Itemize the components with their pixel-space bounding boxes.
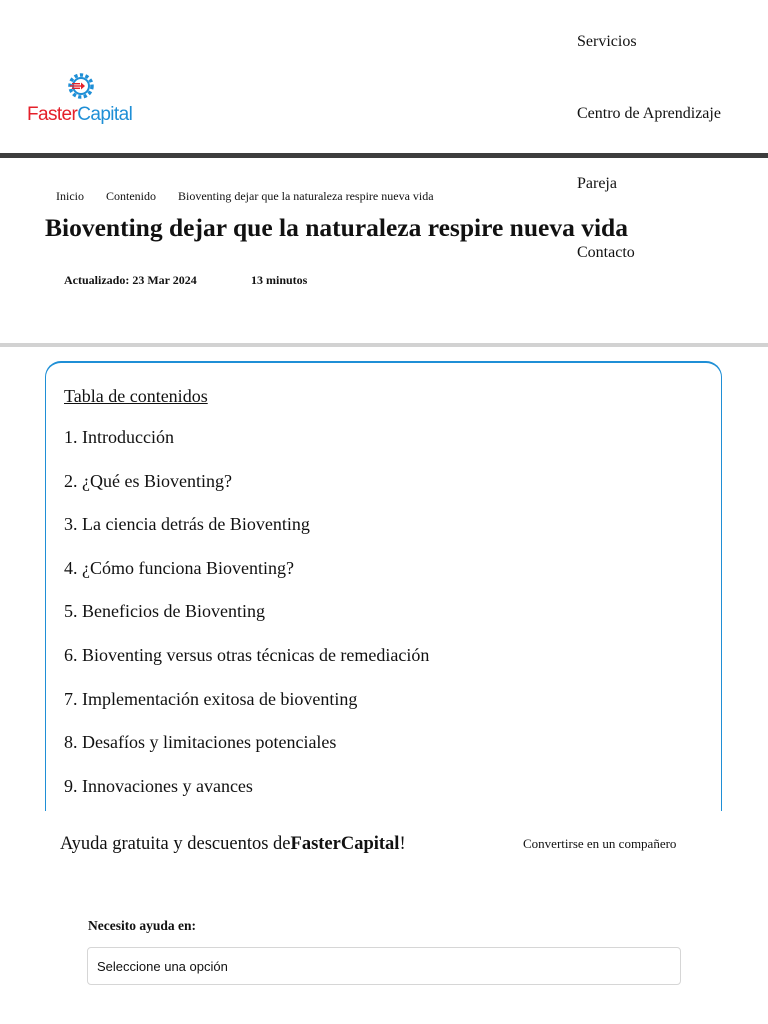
logo-part-faster: Faster (27, 104, 78, 125)
breadcrumb-home[interactable]: Inicio (56, 189, 84, 203)
header-divider (0, 153, 768, 158)
page-title: Bioventing dejar que la naturaleza respire nueva vida (45, 213, 628, 242)
read-time: 13 minutos (251, 273, 308, 287)
nav-item-pareja[interactable]: Pareja (577, 175, 617, 192)
toc-item-versus[interactable]: 6. Bioventing versus otras técnicas de remediación (64, 644, 430, 665)
toc-item-ciencia[interactable]: 3. La ciencia detrás de Bioventing (64, 514, 310, 535)
breadcrumb (56, 189, 453, 204)
gear-icon (65, 70, 97, 102)
toc-item-que-es[interactable]: 2. ¿Qué es Bioventing? (64, 470, 232, 491)
help-heading (60, 834, 406, 855)
help-prefix: Ayuda gratuita y descuentos de (60, 834, 291, 854)
breadcrumb-content[interactable]: Contenido (106, 189, 156, 203)
need-help-label: Necesito ayuda en: (88, 918, 196, 933)
updated-date: Actualizado: 23 Mar 2024 (64, 273, 197, 287)
nav-item-learning-center[interactable]: Centro de Aprendizaje (577, 105, 721, 122)
toc-title[interactable]: Tabla de contenidos (64, 386, 208, 406)
site-header (0, 0, 768, 153)
nav-item-services[interactable]: Servicios (577, 33, 637, 50)
toc-item-como-funciona[interactable]: 4. ¿Cómo funciona Bioventing? (64, 557, 294, 578)
toc-item-implementacion[interactable]: 7. Implementación exitosa de bioventing (64, 688, 358, 709)
site-logo[interactable] (27, 70, 137, 130)
toc-item-introduccion[interactable]: 1. Introducción (64, 427, 174, 447)
help-suffix: ! (399, 834, 406, 854)
toc-item-desafios[interactable]: 8. Desafíos y limitaciones potenciales (64, 732, 337, 753)
help-brand: FasterCapital (290, 834, 400, 854)
become-partner-link[interactable]: Convertirse en un compañero (523, 836, 677, 851)
logo-part-capital: Capital (77, 104, 133, 125)
toc-list (64, 427, 429, 819)
help-topic-select[interactable]: Seleccione una opción (87, 947, 681, 985)
nav-item-contact[interactable]: Contacto (577, 244, 635, 261)
toc-item-beneficios[interactable]: 5. Beneficios de Bioventing (64, 601, 265, 622)
logo-wordmark (27, 104, 132, 126)
toc-item-innovaciones[interactable]: 9. Innovaciones y avances (64, 775, 253, 796)
section-divider (0, 343, 768, 347)
breadcrumb-current[interactable]: Bioventing dejar que la naturaleza respire nueva vida (178, 189, 434, 203)
